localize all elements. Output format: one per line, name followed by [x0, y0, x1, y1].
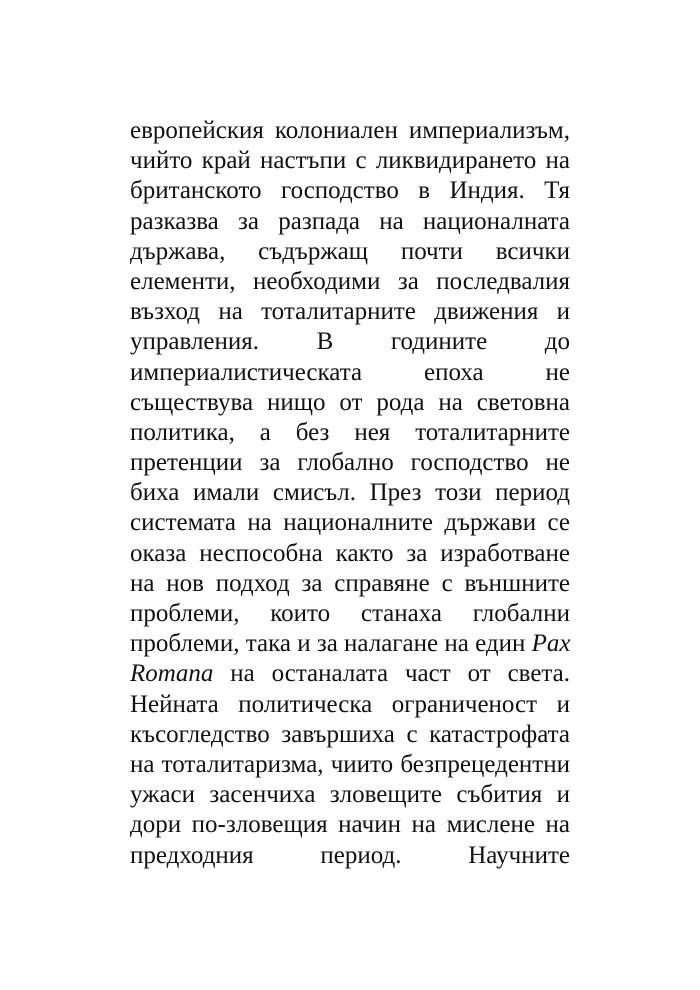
text-line: британското господство в Индия. Тя	[130, 177, 570, 205]
text-line: възход на тоталитарните движения и	[130, 298, 570, 326]
text-line: оказа неспособна както за изработване	[130, 539, 570, 567]
text-line	[130, 659, 570, 689]
text-run: проблеми, така и за налагане на един	[130, 630, 532, 658]
text-line: елементи, необходими за последвалия	[130, 267, 570, 295]
text-line: биха имали смисъл. През този период	[130, 479, 570, 507]
text-line: политика, а без нея тоталитарните	[130, 418, 570, 446]
italic-term: Romana	[130, 660, 214, 688]
text-line: Нейната политическа ограниченост и	[130, 690, 570, 718]
text-line: ужаси засенчиха зловещите събития и	[130, 781, 570, 809]
italic-term: Pax	[531, 630, 571, 658]
text-line: системата на националните държави се	[130, 509, 570, 537]
body-text	[130, 116, 570, 871]
text-line: европейския колониален империализъм,	[130, 117, 570, 144]
text-line: претенции за глобално господство не	[130, 449, 570, 477]
text-line: държава, съдържащ почти всички	[130, 237, 570, 265]
text-line: проблеми, които станаха глобални	[130, 600, 570, 627]
text-line: късогледство завършиха с катастрофата	[130, 720, 570, 748]
text-line: предходния период. Научните	[130, 841, 570, 869]
text-line: на тоталитаризма, чиито безпрецедентни	[130, 750, 570, 778]
text-line: империалистическата епоха не	[130, 358, 570, 386]
text-line: на нов подход за справяне с външните	[130, 569, 570, 597]
text-line: разказва за разпада на националната	[130, 207, 570, 235]
text-line: дори по-зловещия начин на мислене на	[130, 811, 570, 839]
text-line	[130, 629, 570, 659]
text-line: съществува нищо от рода на световна	[130, 388, 570, 416]
text-line: управления. В годините до	[130, 328, 570, 356]
text-run: на останалата част от света.	[213, 660, 570, 688]
text-line: чийто край настъпи с ликвидирането на	[130, 147, 570, 175]
